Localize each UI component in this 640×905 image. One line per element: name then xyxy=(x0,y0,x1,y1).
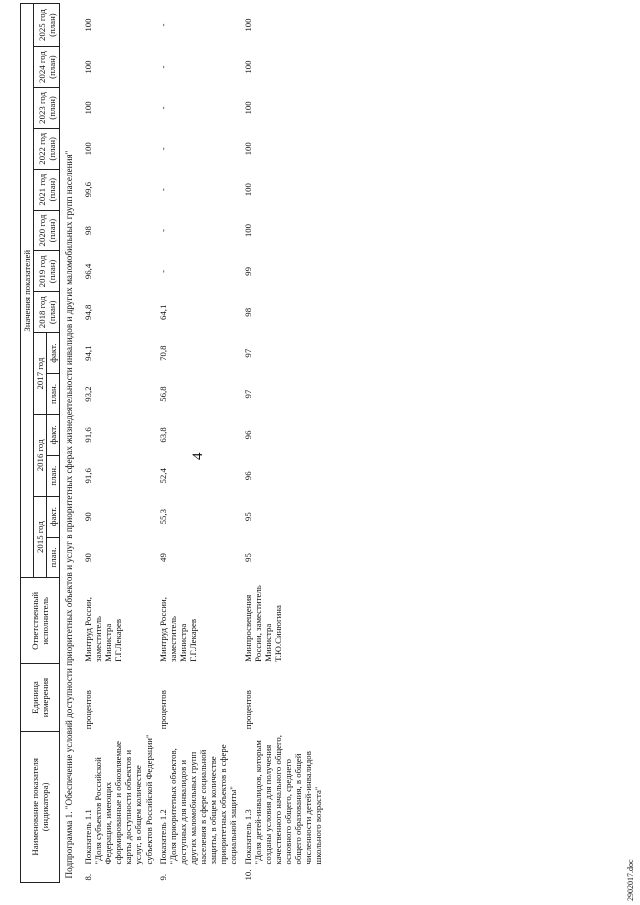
table-row xyxy=(81,4,156,883)
table-row xyxy=(156,4,241,883)
value-2020: 98 xyxy=(82,226,93,235)
value-2015-fact: 95 xyxy=(242,512,253,522)
unit-cell: процентов xyxy=(242,690,253,730)
value-2016-fact: 91,6 xyxy=(82,427,93,443)
indicator-label: Показатель 1.2 xyxy=(157,809,168,865)
value-2024: 100 xyxy=(242,60,253,74)
header-2016-plan: план. xyxy=(47,455,60,496)
subprogram-row xyxy=(60,4,81,883)
indicator-cell xyxy=(156,731,241,882)
header-2016-fact: факт. xyxy=(47,414,60,455)
value-2017-plan: 93,2 xyxy=(82,386,93,402)
value-2023: 100 xyxy=(82,101,93,115)
header-2015: 2015 год xyxy=(34,496,47,578)
header-2015-plan: план. xyxy=(47,537,60,578)
header-unit: Единица измерения xyxy=(21,664,60,731)
row-number: 10. xyxy=(242,869,253,881)
row-number: 8. xyxy=(82,873,93,881)
header-2017-fact: факт. xyxy=(47,333,60,374)
value-2016-fact: 63,8 xyxy=(157,427,168,443)
value-2022: - xyxy=(157,147,168,151)
header-2023: 2023 год (план) xyxy=(34,87,60,128)
value-2015-fact: 90 xyxy=(82,512,93,522)
value-2018: 64,1 xyxy=(157,304,168,320)
subprogram-title: Подпрограмма 1. "Обеспечение условий доступности приоритетных объектов и услуг в приоритетных сферах жизнедеятельности инвалидов и других маломобильных групп населения" xyxy=(64,150,75,879)
value-2017-fact: 94,1 xyxy=(82,345,93,361)
value-2023: - xyxy=(157,106,168,110)
header-2020: 2020 год (план) xyxy=(34,210,60,251)
value-2021: 100 xyxy=(242,183,253,197)
value-2017-plan: 56,8 xyxy=(157,386,168,402)
indicator-text: "Доля субъектов Российской Федерации, имеющих сформированные и обновляемые карты доступности объектов и услуг, в общем количестве субъектов Российской Федерации" xyxy=(93,734,154,865)
value-2017-plan: 97 xyxy=(242,389,253,399)
value-2016-plan: 52,4 xyxy=(157,468,168,484)
indicator-cell xyxy=(241,731,326,882)
value-2025: - xyxy=(157,23,168,27)
header-executor: Ответственный исполнитель xyxy=(21,578,60,664)
value-2015-plan: 95 xyxy=(242,553,253,562)
value-2015-fact: 55,3 xyxy=(157,508,168,525)
row-number: 9. xyxy=(157,873,168,881)
header-2017: 2017 год xyxy=(34,333,47,415)
value-2018: 98 xyxy=(242,307,253,317)
indicator-label: Показатель 1.3 xyxy=(242,809,253,865)
value-2015-plan: 49 xyxy=(157,553,168,562)
indicator-text: "Доля детей-инвалидов, которым созданы условия для получения качественного начального общего, основного общего, среднего общего образования, в общей численности детей-инвалидов школьного возраста" xyxy=(252,735,324,865)
value-2020: 100 xyxy=(242,223,253,238)
value-2024: - xyxy=(157,65,168,69)
indicator-cell xyxy=(81,731,156,882)
header-2025: 2025 год (план) xyxy=(34,4,60,47)
indicator-text: "Доля приоритетных объектов, доступных для инвалидов и других маломобильных групп населения в сфере социальной защиты, в общем количестве приоритетных объектов в сфере социальной защиты" xyxy=(167,744,239,865)
value-2025: 100 xyxy=(242,18,253,32)
value-2023: 100 xyxy=(242,101,253,115)
value-2017-fact: 70,8 xyxy=(157,345,168,361)
value-2019: 99 xyxy=(242,267,253,276)
value-2022: 100 xyxy=(82,142,93,156)
value-2019: 96,4 xyxy=(82,263,93,280)
indicator-label: Показатель 1.1 xyxy=(82,809,93,865)
value-2019: - xyxy=(157,269,168,273)
value-2017-fact: 97 xyxy=(242,348,253,358)
executor-cell: Минпросвещения России, заместитель Министра Т.Ю.Синюгина xyxy=(242,585,283,662)
value-2021: 99,6 xyxy=(82,181,93,198)
value-2018: 94,8 xyxy=(82,304,93,320)
unit-cell: процентов xyxy=(157,690,168,730)
value-2016-fact: 96 xyxy=(242,430,253,440)
header-2015-fact: факт. xyxy=(47,496,60,537)
header-2016: 2016 год xyxy=(34,414,47,496)
value-2020: - xyxy=(157,229,168,232)
header-2018: 2018 год (план) xyxy=(34,292,60,333)
header-row-1 xyxy=(21,4,34,883)
executor-cell: Минтруд России, заместитель Министра Г.Г.Лекарев xyxy=(157,597,198,662)
value-2021: - xyxy=(157,188,168,192)
header-2021: 2021 год (план) xyxy=(34,169,60,210)
indicators-table xyxy=(20,3,325,883)
header-2017-plan: план. xyxy=(47,374,60,415)
value-2022: 100 xyxy=(242,142,253,156)
executor-cell: Минтруд России, заместитель Министра Г.Г.Лекарев xyxy=(82,597,124,662)
header-indicator-name: Наименование показателя (индикатора) xyxy=(21,731,60,882)
header-2024: 2024 год (план) xyxy=(34,47,60,88)
page-number: 4 xyxy=(190,452,206,460)
unit-cell: процентов xyxy=(82,690,93,730)
value-2025: 100 xyxy=(82,18,93,32)
header-values: Значения показателей xyxy=(21,4,34,578)
header-2022: 2022 год (план) xyxy=(34,128,60,169)
value-2016-plan: 96 xyxy=(242,471,253,481)
header-2019: 2019 год (план) xyxy=(34,251,60,292)
document-filename: 2902017.doc xyxy=(626,859,635,901)
table-row xyxy=(241,4,326,883)
value-2016-plan: 91,6 xyxy=(82,468,93,484)
value-2015-plan: 90 xyxy=(82,553,93,562)
value-2024: 100 xyxy=(82,60,93,74)
